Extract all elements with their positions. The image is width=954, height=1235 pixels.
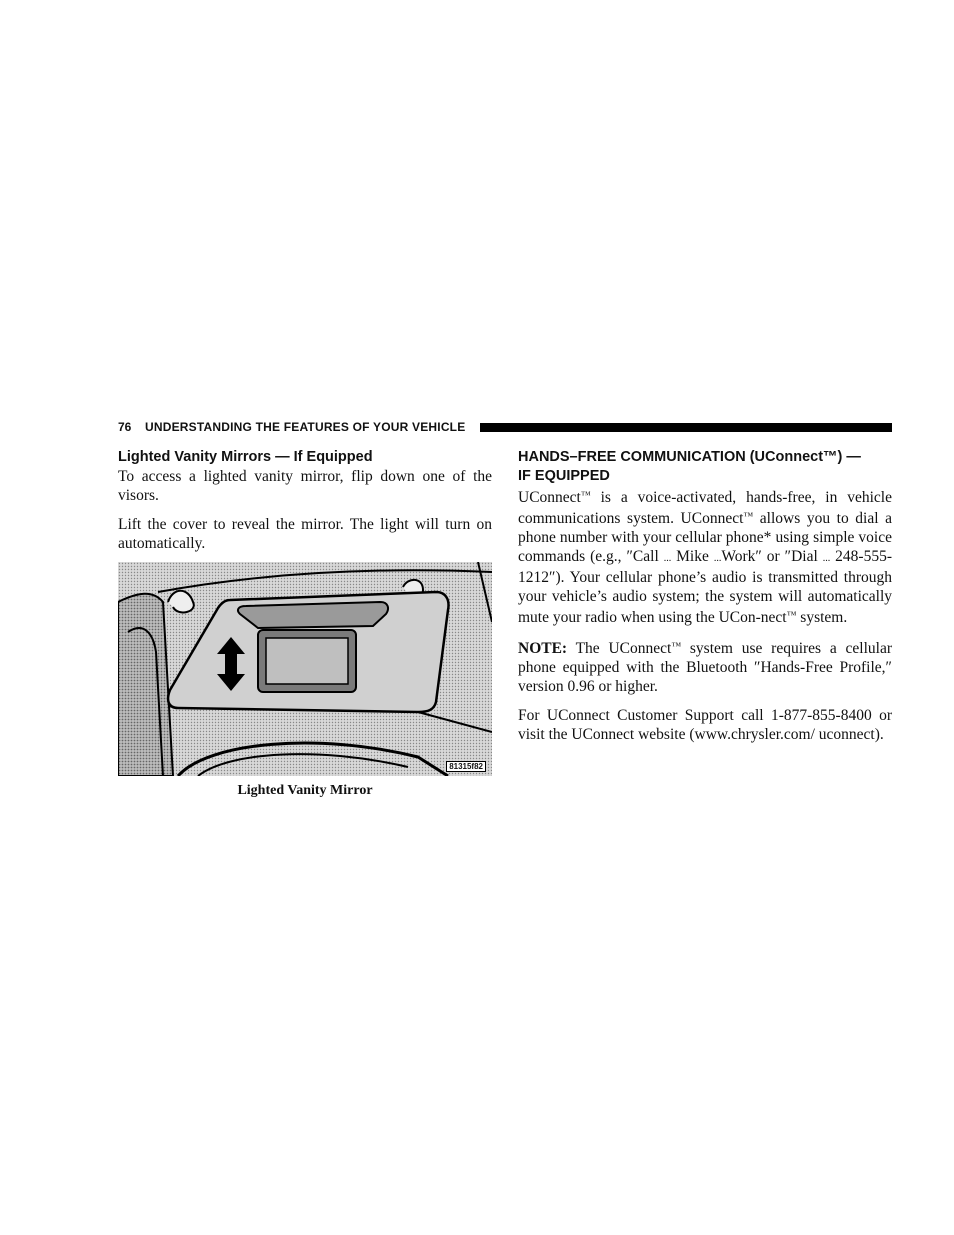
uconnect-heading-line2: IF EQUIPPED xyxy=(518,468,610,484)
vanity-para-2: Lift the cover to reveal the mirror. The light will turn on automatically. xyxy=(118,516,492,552)
vanity-para-1: To access a lighted vanity mirror, flip down one of the visors. xyxy=(118,468,492,504)
uconnect-heading-line1: HANDS–FREE COMMUNICATION (UConnect™) — xyxy=(518,449,861,465)
uconnect-para-1: UConnect™ is a voice-activated, hands-free, in vehicle communications system. UConnect™ allows you to dial a phone number with your cellular phone* using simple voice commands (e.g., ″Call ... Mike ...Work″ or ″Dial ... 248-555-1212″). Your cellular phone’s audio is transmitted through your vehicle’s audio system; the system will automatically mute your radio when using the UCon-nect™ system. xyxy=(518,489,893,626)
vanity-mirror-heading: Lighted Vanity Mirrors — If Equipped xyxy=(118,449,373,465)
vanity-mirror-illustration xyxy=(118,562,492,776)
uconnect-note: NOTE: The UConnect™ system use requires a cellular phone equipped with the Bluetooth ″Hands-Free Profile,″ version 0.96 or higher. xyxy=(518,640,892,695)
section-title: UNDERSTANDING THE FEATURES OF YOUR VEHICLE xyxy=(145,420,466,434)
uconnect-support: For UConnect Customer Support call 1-877-855-8400 or visit the UConnect website (www.chrysler.com/ uconnect). xyxy=(518,707,892,743)
page-number: 76 xyxy=(118,420,132,434)
figure-code: 81315f82 xyxy=(446,761,486,772)
header-rule xyxy=(480,423,892,432)
left-column xyxy=(118,448,492,799)
note-label: NOTE: xyxy=(518,640,568,657)
right-column xyxy=(518,448,892,744)
page-header xyxy=(118,419,892,435)
figure-caption: Lighted Vanity Mirror xyxy=(237,783,373,798)
